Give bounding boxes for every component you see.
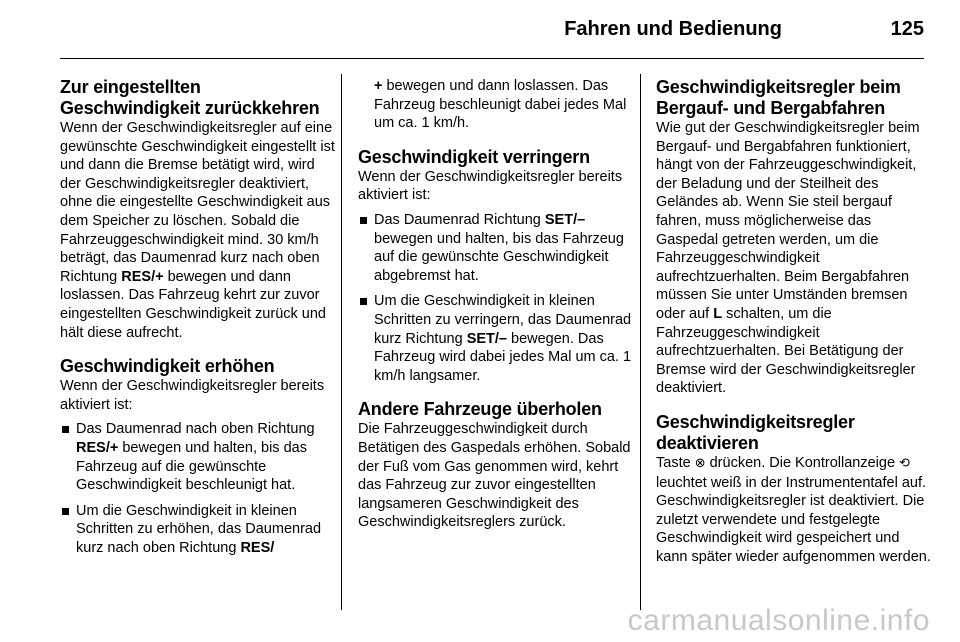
column-divider-2 xyxy=(640,74,641,610)
column-3 xyxy=(656,77,932,566)
section-heading-decrease: Geschwindigkeit verringern xyxy=(358,146,590,167)
bullet-continuation: + bewegen und dann loslassen. Das Fahrzeug beschleunigt dabei jedes Mal um ca. 1 km/h. xyxy=(374,78,627,132)
section-heading-increase: Geschwindigkeit erhöhen xyxy=(60,356,275,377)
header-rule xyxy=(60,58,924,59)
section-body-resume: Wenn der Geschwindigkeitsregler auf eine gewünschte Geschwindigkeit eingestellt ist und dann die Bremse betätigt wird, wird der Geschwindigkeitsregler deaktiviert, ohne die eingestellte Geschwindigkeit aus dem Speicher zu löschen. Sobald die Fahrzeuggeschwindigkeit mind. 30 km/h beträgt, das Daumenrad kurz nach oben Richtung RES/+ bewegen und dann loslassen. Das Fahrzeug kehrt zur zuvor eingestellten Geschwindigkeit zurück und hält diese aufrecht. xyxy=(60,120,335,341)
section-heading-overtake: Andere Fahrzeuge überholen xyxy=(358,399,602,420)
bullet-list-increase xyxy=(60,420,336,557)
bullet-list-decrease xyxy=(358,211,634,385)
section-body-deactivate: Taste ⊗ drücken. Die Kontrollanzeige ⟲ leuchtet weiß in der Instrumententafel auf. Geschwindigkeitsregler ist deaktiviert. Die zuletzt verwendete und festgelegte Geschwindigkeit wird gespeichert und kann später wieder aufgenommen werden. xyxy=(656,454,931,565)
column-divider-1 xyxy=(341,74,342,610)
watermark: carmanualsonline.info xyxy=(627,604,930,637)
column-2 xyxy=(358,77,634,532)
section-body-overtake: Die Fahrzeuggeschwindigkeit durch Betätigen des Gaspedals erhöhen. Sobald der Fuß vom Gas genommen wird, kehrt das Fahrzeug zur zuvor eingestellten langsameren Geschwindigkeit des Geschwindigkeitsreglers zurück. xyxy=(358,421,631,531)
list-item: Um die Geschwindigkeit in kleinen Schritten zu erhöhen, das Daumenrad kurz nach oben Richtung RES/ xyxy=(60,502,336,558)
section-intro-decrease: Wenn der Geschwindigkeitsregler bereits aktiviert ist: xyxy=(358,168,623,204)
section-heading-resume: Zur eingestellten Geschwindigkeit zurückkehren xyxy=(60,77,320,118)
section-body-hills: Wie gut der Geschwindigkeitsregler beim Bergauf- und Bergabfahren funktioniert, hängt von der Fahrzeuggeschwindigkeit, der Beladung und der Steilheit des Geländes ab. Wenn Sie steil bergauf fahren, muss möglicherweise das Gaspedal getreten werden, um die Fahrzeuggeschwindigkeit aufrechtzuerhalten. Beim Bergabfahren müssen Sie unter Umständen bremsen oder auf L schalten, um die Fahrzeuggeschwindigkeit aufrechtzuerhalten. Bei Betätigung der Bremse wird der Geschwindigkeitsregler deaktiviert. xyxy=(656,120,920,397)
section-intro-increase: Wenn der Geschwindigkeitsregler bereits aktiviert ist: xyxy=(60,378,325,413)
cruise-control-indicator-icon: ⟲ xyxy=(899,455,910,471)
list-item: Das Daumenrad nach oben Richtung RES/+ bewegen und halten, bis das Fahrzeug auf die gewünschte Geschwindigkeit beschleunigt hat. xyxy=(60,420,336,494)
section-heading-hills: Geschwindigkeitsregler beim Bergauf- und Bergabfahren xyxy=(656,77,901,118)
page-number: 125 xyxy=(890,18,924,40)
list-item: Das Daumenrad Richtung SET/– bewegen und halten, bis das Fahrzeug auf die gewünschte Geschwindigkeit abgebremst hat. xyxy=(358,211,634,285)
cruise-off-button-icon: ⊗ xyxy=(694,455,706,471)
list-item: Um die Geschwindigkeit in kleinen Schritten zu verringern, das Daumenrad kurz Richtung SET/– bewegen. Das Fahrzeug wird dabei jedes Mal um ca. 1 km/h langsamer. xyxy=(358,292,634,385)
section-heading-deactivate: Geschwindigkeitsregler deaktivieren xyxy=(656,411,855,453)
column-1 xyxy=(60,77,336,564)
page-header-title: Fahren und Bedienung xyxy=(564,18,782,40)
